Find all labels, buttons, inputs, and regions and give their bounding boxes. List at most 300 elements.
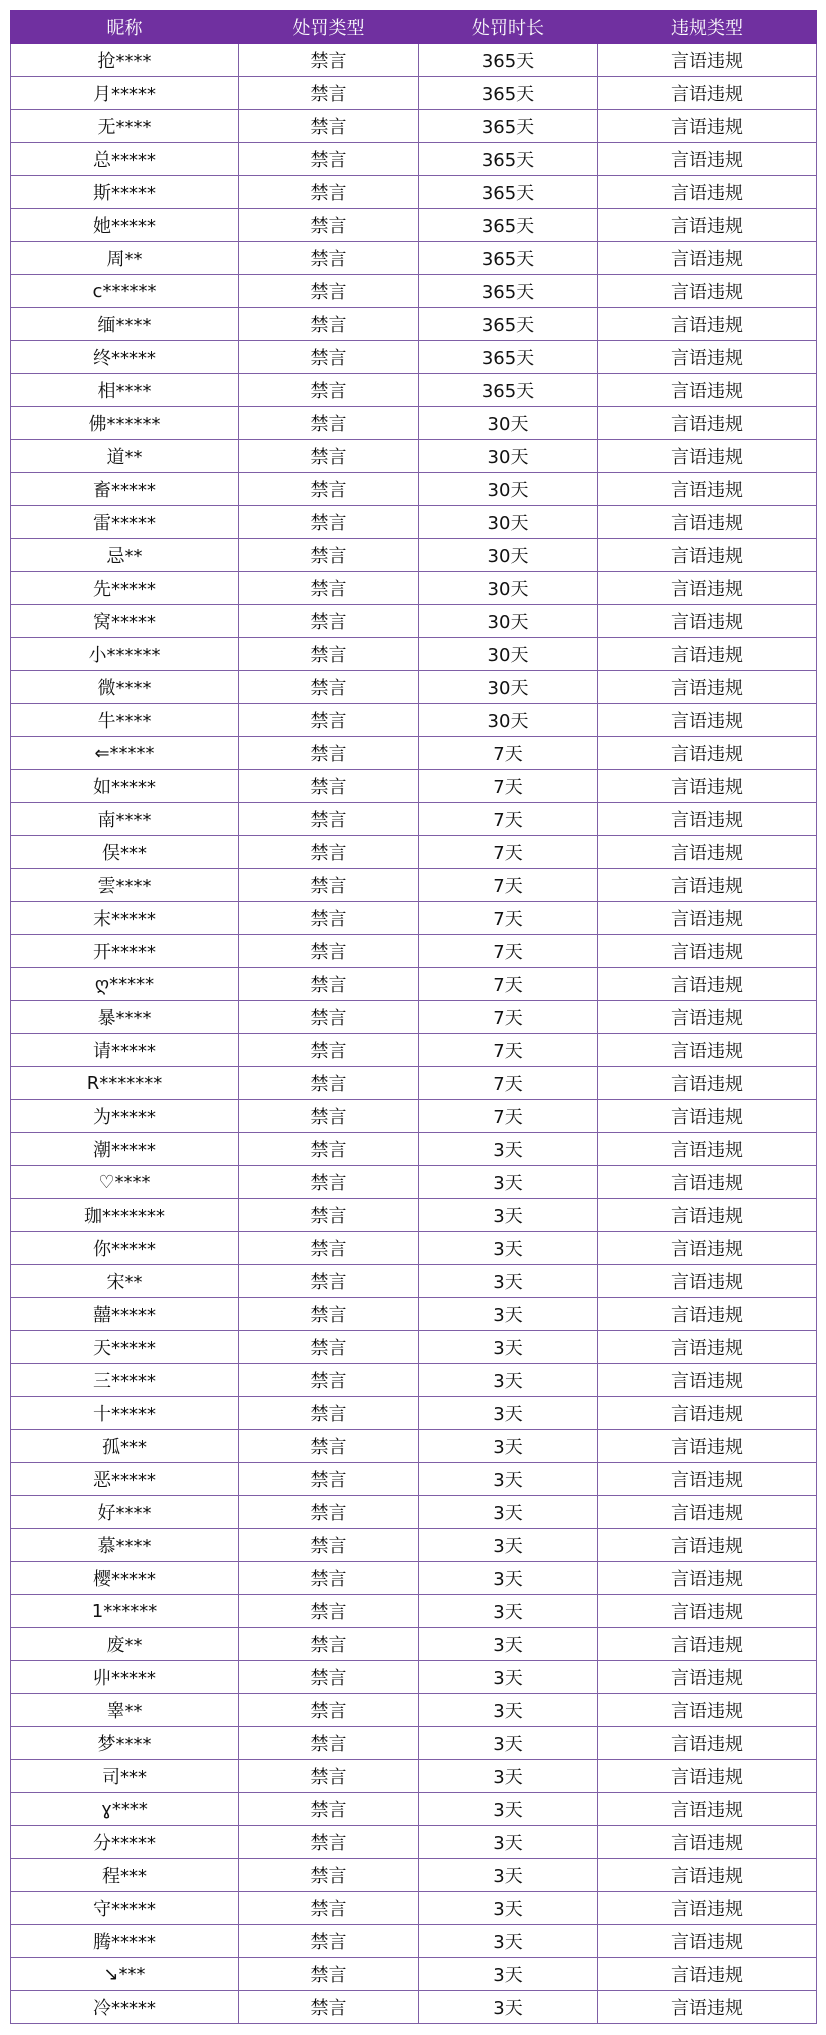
- cell-violation-type: 言语违规: [598, 1958, 817, 1991]
- cell-violation-type: 言语违规: [598, 374, 817, 407]
- header-penalty-type: 处罚类型: [239, 11, 419, 44]
- cell-penalty-type: 禁言: [239, 1628, 419, 1661]
- cell-penalty-duration: 3天: [419, 1595, 598, 1628]
- cell-penalty-duration: 7天: [419, 737, 598, 770]
- cell-nickname: 恶*****: [11, 1463, 239, 1496]
- cell-violation-type: 言语违规: [598, 209, 817, 242]
- cell-penalty-duration: 3天: [419, 1628, 598, 1661]
- cell-penalty-type: 禁言: [239, 110, 419, 143]
- table-row: [11, 1298, 817, 1331]
- cell-penalty-duration: 30天: [419, 440, 598, 473]
- table-row: [11, 110, 817, 143]
- cell-penalty-type: 禁言: [239, 1034, 419, 1067]
- cell-violation-type: 言语违规: [598, 605, 817, 638]
- cell-violation-type: 言语违规: [598, 869, 817, 902]
- cell-nickname: 守*****: [11, 1892, 239, 1925]
- cell-violation-type: 言语违规: [598, 770, 817, 803]
- table-row: [11, 176, 817, 209]
- cell-penalty-type: 禁言: [239, 1166, 419, 1199]
- cell-nickname: 你*****: [11, 1232, 239, 1265]
- cell-nickname: 为*****: [11, 1100, 239, 1133]
- cell-nickname: 好****: [11, 1496, 239, 1529]
- cell-penalty-type: 禁言: [239, 506, 419, 539]
- cell-nickname: 开*****: [11, 935, 239, 968]
- cell-nickname: 缅****: [11, 308, 239, 341]
- cell-nickname: 小******: [11, 638, 239, 671]
- cell-penalty-type: 禁言: [239, 836, 419, 869]
- cell-penalty-type: 禁言: [239, 1991, 419, 2024]
- cell-penalty-type: 禁言: [239, 1958, 419, 1991]
- table-row: [11, 1463, 817, 1496]
- cell-penalty-type: 禁言: [239, 1430, 419, 1463]
- cell-nickname: ɣ****: [11, 1793, 239, 1826]
- cell-penalty-duration: 7天: [419, 1001, 598, 1034]
- cell-penalty-duration: 3天: [419, 1364, 598, 1397]
- cell-penalty-type: 禁言: [239, 440, 419, 473]
- cell-nickname: 她*****: [11, 209, 239, 242]
- cell-penalty-duration: 3天: [419, 1991, 598, 2024]
- cell-penalty-duration: 3天: [419, 1859, 598, 1892]
- cell-nickname: ⇐*****: [11, 737, 239, 770]
- cell-violation-type: 言语违规: [598, 1760, 817, 1793]
- cell-violation-type: 言语违规: [598, 737, 817, 770]
- table-row: [11, 572, 817, 605]
- cell-nickname: 废**: [11, 1628, 239, 1661]
- cell-violation-type: 言语违规: [598, 1298, 817, 1331]
- cell-violation-type: 言语违规: [598, 440, 817, 473]
- cell-penalty-type: 禁言: [239, 209, 419, 242]
- table-row: [11, 968, 817, 1001]
- cell-penalty-duration: 3天: [419, 1529, 598, 1562]
- cell-violation-type: 言语违规: [598, 407, 817, 440]
- cell-nickname: 冷*****: [11, 1991, 239, 2024]
- cell-penalty-duration: 365天: [419, 341, 598, 374]
- table-row: [11, 1694, 817, 1727]
- cell-nickname: ↘***: [11, 1958, 239, 1991]
- cell-penalty-duration: 3天: [419, 1232, 598, 1265]
- table-row: [11, 1595, 817, 1628]
- cell-penalty-type: 禁言: [239, 143, 419, 176]
- table-row: [11, 704, 817, 737]
- table-row: [11, 1529, 817, 1562]
- table-row: [11, 1760, 817, 1793]
- cell-penalty-type: 禁言: [239, 1826, 419, 1859]
- cell-penalty-type: 禁言: [239, 176, 419, 209]
- table-row: [11, 1232, 817, 1265]
- cell-penalty-duration: 3天: [419, 1793, 598, 1826]
- cell-nickname: 睾**: [11, 1694, 239, 1727]
- cell-penalty-type: 禁言: [239, 1001, 419, 1034]
- cell-penalty-type: 禁言: [239, 44, 419, 77]
- cell-penalty-duration: 3天: [419, 1958, 598, 1991]
- cell-violation-type: 言语违规: [598, 1496, 817, 1529]
- cell-penalty-duration: 7天: [419, 902, 598, 935]
- cell-nickname: R*******: [11, 1067, 239, 1100]
- cell-violation-type: 言语违规: [598, 1331, 817, 1364]
- cell-nickname: 窝*****: [11, 605, 239, 638]
- cell-nickname: ♡****: [11, 1166, 239, 1199]
- cell-penalty-duration: 30天: [419, 605, 598, 638]
- cell-violation-type: 言语违规: [598, 143, 817, 176]
- cell-violation-type: 言语违规: [598, 44, 817, 77]
- cell-penalty-duration: 7天: [419, 836, 598, 869]
- table-row: [11, 770, 817, 803]
- table-row: [11, 1958, 817, 1991]
- cell-penalty-type: 禁言: [239, 1661, 419, 1694]
- table-row: [11, 1661, 817, 1694]
- cell-penalty-duration: 365天: [419, 176, 598, 209]
- table-body: [11, 44, 817, 2024]
- cell-penalty-type: 禁言: [239, 1100, 419, 1133]
- cell-nickname: 总*****: [11, 143, 239, 176]
- cell-violation-type: 言语违规: [598, 1265, 817, 1298]
- cell-penalty-type: 禁言: [239, 374, 419, 407]
- cell-penalty-type: 禁言: [239, 473, 419, 506]
- penalty-table-container: [10, 10, 816, 2024]
- cell-penalty-duration: 7天: [419, 803, 598, 836]
- cell-penalty-duration: 3天: [419, 1760, 598, 1793]
- table-row: [11, 539, 817, 572]
- cell-penalty-type: 禁言: [239, 1529, 419, 1562]
- cell-penalty-type: 禁言: [239, 1133, 419, 1166]
- cell-penalty-duration: 30天: [419, 473, 598, 506]
- cell-nickname: 牛****: [11, 704, 239, 737]
- cell-penalty-duration: 3天: [419, 1331, 598, 1364]
- header-violation-type: 违规类型: [598, 11, 817, 44]
- cell-penalty-duration: 3天: [419, 1496, 598, 1529]
- cell-penalty-type: 禁言: [239, 869, 419, 902]
- cell-penalty-duration: 30天: [419, 539, 598, 572]
- cell-penalty-type: 禁言: [239, 572, 419, 605]
- cell-penalty-duration: 30天: [419, 407, 598, 440]
- cell-penalty-type: 禁言: [239, 308, 419, 341]
- penalty-table: [10, 10, 817, 2024]
- table-row: [11, 605, 817, 638]
- cell-penalty-duration: 3天: [419, 1727, 598, 1760]
- table-row: [11, 1430, 817, 1463]
- cell-penalty-duration: 3天: [419, 1562, 598, 1595]
- cell-nickname: 潮*****: [11, 1133, 239, 1166]
- cell-penalty-type: 禁言: [239, 704, 419, 737]
- cell-nickname: 慕****: [11, 1529, 239, 1562]
- cell-violation-type: 言语违规: [598, 341, 817, 374]
- cell-penalty-type: 禁言: [239, 671, 419, 704]
- cell-nickname: 1******: [11, 1595, 239, 1628]
- cell-violation-type: 言语违规: [598, 1628, 817, 1661]
- cell-penalty-duration: 3天: [419, 1892, 598, 1925]
- cell-penalty-type: 禁言: [239, 1496, 419, 1529]
- cell-violation-type: 言语违规: [598, 704, 817, 737]
- cell-violation-type: 言语违规: [598, 836, 817, 869]
- cell-penalty-duration: 7天: [419, 1100, 598, 1133]
- cell-penalty-duration: 3天: [419, 1397, 598, 1430]
- table-row: [11, 440, 817, 473]
- cell-violation-type: 言语违规: [598, 473, 817, 506]
- cell-violation-type: 言语违规: [598, 1727, 817, 1760]
- cell-nickname: 丱*****: [11, 1661, 239, 1694]
- cell-violation-type: 言语违规: [598, 77, 817, 110]
- cell-violation-type: 言语违规: [598, 1067, 817, 1100]
- cell-violation-type: 言语违规: [598, 1166, 817, 1199]
- table-row: [11, 671, 817, 704]
- cell-penalty-type: 禁言: [239, 1298, 419, 1331]
- cell-nickname: ღ*****: [11, 968, 239, 1001]
- cell-penalty-duration: 365天: [419, 77, 598, 110]
- cell-penalty-duration: 7天: [419, 968, 598, 1001]
- cell-violation-type: 言语违规: [598, 1991, 817, 2024]
- cell-nickname: 宋**: [11, 1265, 239, 1298]
- cell-penalty-type: 禁言: [239, 1793, 419, 1826]
- cell-nickname: 雷*****: [11, 506, 239, 539]
- cell-nickname: 十*****: [11, 1397, 239, 1430]
- table-row: [11, 1067, 817, 1100]
- cell-nickname: 佛******: [11, 407, 239, 440]
- cell-penalty-type: 禁言: [239, 1463, 419, 1496]
- cell-nickname: 梦****: [11, 1727, 239, 1760]
- cell-violation-type: 言语违规: [598, 1694, 817, 1727]
- cell-violation-type: 言语违规: [598, 1529, 817, 1562]
- table-row: [11, 1793, 817, 1826]
- table-row: [11, 1100, 817, 1133]
- cell-penalty-type: 禁言: [239, 803, 419, 836]
- table-row: [11, 1826, 817, 1859]
- cell-penalty-type: 禁言: [239, 1265, 419, 1298]
- cell-violation-type: 言语违规: [598, 1595, 817, 1628]
- cell-nickname: 请*****: [11, 1034, 239, 1067]
- table-row: [11, 341, 817, 374]
- table-row: [11, 44, 817, 77]
- table-row: [11, 77, 817, 110]
- cell-nickname: 月*****: [11, 77, 239, 110]
- table-row: [11, 737, 817, 770]
- cell-nickname: 相****: [11, 374, 239, 407]
- cell-violation-type: 言语违规: [598, 1133, 817, 1166]
- cell-nickname: 雲****: [11, 869, 239, 902]
- cell-nickname: 斯*****: [11, 176, 239, 209]
- cell-violation-type: 言语违规: [598, 1925, 817, 1958]
- cell-nickname: 腾*****: [11, 1925, 239, 1958]
- cell-penalty-type: 禁言: [239, 1232, 419, 1265]
- cell-penalty-duration: 3天: [419, 1661, 598, 1694]
- cell-penalty-type: 禁言: [239, 1595, 419, 1628]
- table-row: [11, 473, 817, 506]
- table-row: [11, 1628, 817, 1661]
- cell-penalty-duration: 365天: [419, 110, 598, 143]
- table-row: [11, 1991, 817, 2024]
- table-row: [11, 1034, 817, 1067]
- table-row: [11, 1925, 817, 1958]
- cell-violation-type: 言语违规: [598, 1100, 817, 1133]
- cell-penalty-type: 禁言: [239, 407, 419, 440]
- table-row: [11, 1331, 817, 1364]
- cell-violation-type: 言语违规: [598, 572, 817, 605]
- cell-nickname: 珈*******: [11, 1199, 239, 1232]
- cell-nickname: c******: [11, 275, 239, 308]
- cell-nickname: 终*****: [11, 341, 239, 374]
- table-row: [11, 143, 817, 176]
- cell-penalty-type: 禁言: [239, 1199, 419, 1232]
- cell-violation-type: 言语违规: [598, 1793, 817, 1826]
- table-row: [11, 1859, 817, 1892]
- cell-violation-type: 言语违规: [598, 1364, 817, 1397]
- cell-penalty-type: 禁言: [239, 1364, 419, 1397]
- table-row: [11, 638, 817, 671]
- cell-penalty-duration: 365天: [419, 209, 598, 242]
- table-row: [11, 803, 817, 836]
- cell-nickname: 抢****: [11, 44, 239, 77]
- cell-violation-type: 言语违规: [598, 1001, 817, 1034]
- cell-penalty-duration: 365天: [419, 308, 598, 341]
- cell-penalty-duration: 3天: [419, 1430, 598, 1463]
- cell-nickname: 俣***: [11, 836, 239, 869]
- cell-penalty-duration: 3天: [419, 1925, 598, 1958]
- cell-penalty-duration: 365天: [419, 44, 598, 77]
- cell-nickname: 忌**: [11, 539, 239, 572]
- cell-penalty-duration: 365天: [419, 242, 598, 275]
- table-row: [11, 275, 817, 308]
- cell-nickname: 樱*****: [11, 1562, 239, 1595]
- table-row: [11, 308, 817, 341]
- cell-violation-type: 言语违规: [598, 1199, 817, 1232]
- cell-violation-type: 言语违规: [598, 242, 817, 275]
- cell-penalty-type: 禁言: [239, 1562, 419, 1595]
- cell-violation-type: 言语违规: [598, 638, 817, 671]
- cell-violation-type: 言语违规: [598, 1826, 817, 1859]
- cell-penalty-duration: 7天: [419, 1067, 598, 1100]
- cell-violation-type: 言语违规: [598, 968, 817, 1001]
- cell-violation-type: 言语违规: [598, 275, 817, 308]
- cell-penalty-type: 禁言: [239, 539, 419, 572]
- cell-penalty-type: 禁言: [239, 968, 419, 1001]
- cell-penalty-type: 禁言: [239, 275, 419, 308]
- table-row: [11, 1166, 817, 1199]
- cell-penalty-type: 禁言: [239, 770, 419, 803]
- header-nickname: 昵称: [11, 11, 239, 44]
- table-row: [11, 1562, 817, 1595]
- table-row: [11, 209, 817, 242]
- cell-violation-type: 言语违规: [598, 803, 817, 836]
- cell-nickname: 囍*****: [11, 1298, 239, 1331]
- cell-penalty-type: 禁言: [239, 1397, 419, 1430]
- cell-violation-type: 言语违规: [598, 1430, 817, 1463]
- table-row: [11, 407, 817, 440]
- cell-violation-type: 言语违规: [598, 671, 817, 704]
- header-penalty-duration: 处罚时长: [419, 11, 598, 44]
- cell-penalty-duration: 365天: [419, 143, 598, 176]
- cell-violation-type: 言语违规: [598, 1034, 817, 1067]
- cell-nickname: 孤***: [11, 1430, 239, 1463]
- cell-penalty-duration: 3天: [419, 1298, 598, 1331]
- cell-penalty-duration: 3天: [419, 1166, 598, 1199]
- table-row: [11, 242, 817, 275]
- table-row: [11, 869, 817, 902]
- table-row: [11, 1397, 817, 1430]
- table-row: [11, 836, 817, 869]
- cell-penalty-duration: 3天: [419, 1265, 598, 1298]
- cell-penalty-duration: 30天: [419, 638, 598, 671]
- cell-penalty-type: 禁言: [239, 737, 419, 770]
- cell-penalty-duration: 7天: [419, 869, 598, 902]
- cell-penalty-type: 禁言: [239, 638, 419, 671]
- cell-penalty-duration: 3天: [419, 1463, 598, 1496]
- cell-nickname: 无****: [11, 110, 239, 143]
- cell-violation-type: 言语违规: [598, 1562, 817, 1595]
- cell-penalty-type: 禁言: [239, 341, 419, 374]
- table-header-row: [11, 11, 817, 44]
- cell-penalty-duration: 3天: [419, 1694, 598, 1727]
- table-row: [11, 902, 817, 935]
- cell-penalty-type: 禁言: [239, 935, 419, 968]
- cell-penalty-type: 禁言: [239, 1694, 419, 1727]
- cell-violation-type: 言语违规: [598, 506, 817, 539]
- table-row: [11, 1727, 817, 1760]
- cell-penalty-type: 禁言: [239, 242, 419, 275]
- cell-penalty-type: 禁言: [239, 77, 419, 110]
- cell-penalty-type: 禁言: [239, 902, 419, 935]
- cell-violation-type: 言语违规: [598, 1232, 817, 1265]
- cell-violation-type: 言语违规: [598, 935, 817, 968]
- cell-penalty-duration: 365天: [419, 275, 598, 308]
- cell-penalty-duration: 30天: [419, 704, 598, 737]
- cell-nickname: 周**: [11, 242, 239, 275]
- table-row: [11, 1496, 817, 1529]
- cell-nickname: 司***: [11, 1760, 239, 1793]
- cell-penalty-duration: 30天: [419, 671, 598, 704]
- cell-penalty-type: 禁言: [239, 1760, 419, 1793]
- cell-penalty-duration: 365天: [419, 374, 598, 407]
- cell-violation-type: 言语违规: [598, 902, 817, 935]
- cell-penalty-type: 禁言: [239, 1859, 419, 1892]
- cell-nickname: 畜*****: [11, 473, 239, 506]
- cell-violation-type: 言语违规: [598, 110, 817, 143]
- cell-penalty-duration: 7天: [419, 935, 598, 968]
- cell-penalty-type: 禁言: [239, 605, 419, 638]
- cell-nickname: 分*****: [11, 1826, 239, 1859]
- cell-violation-type: 言语违规: [598, 1859, 817, 1892]
- table-row: [11, 1364, 817, 1397]
- cell-penalty-duration: 7天: [419, 770, 598, 803]
- cell-violation-type: 言语违规: [598, 176, 817, 209]
- cell-penalty-type: 禁言: [239, 1892, 419, 1925]
- cell-violation-type: 言语违规: [598, 539, 817, 572]
- table-row: [11, 935, 817, 968]
- cell-penalty-duration: 7天: [419, 1034, 598, 1067]
- cell-violation-type: 言语违规: [598, 1397, 817, 1430]
- table-row: [11, 1001, 817, 1034]
- cell-nickname: 如*****: [11, 770, 239, 803]
- cell-nickname: 三*****: [11, 1364, 239, 1397]
- table-row: [11, 374, 817, 407]
- cell-nickname: 程***: [11, 1859, 239, 1892]
- cell-penalty-duration: 3天: [419, 1826, 598, 1859]
- cell-violation-type: 言语违规: [598, 1661, 817, 1694]
- cell-penalty-type: 禁言: [239, 1925, 419, 1958]
- table-row: [11, 1199, 817, 1232]
- cell-nickname: 南****: [11, 803, 239, 836]
- cell-violation-type: 言语违规: [598, 1892, 817, 1925]
- cell-violation-type: 言语违规: [598, 308, 817, 341]
- table-row: [11, 1265, 817, 1298]
- cell-nickname: 末*****: [11, 902, 239, 935]
- table-row: [11, 506, 817, 539]
- table-row: [11, 1133, 817, 1166]
- cell-violation-type: 言语违规: [598, 1463, 817, 1496]
- cell-penalty-duration: 30天: [419, 506, 598, 539]
- cell-penalty-duration: 30天: [419, 572, 598, 605]
- table-row: [11, 1892, 817, 1925]
- cell-penalty-duration: 3天: [419, 1133, 598, 1166]
- cell-nickname: 微****: [11, 671, 239, 704]
